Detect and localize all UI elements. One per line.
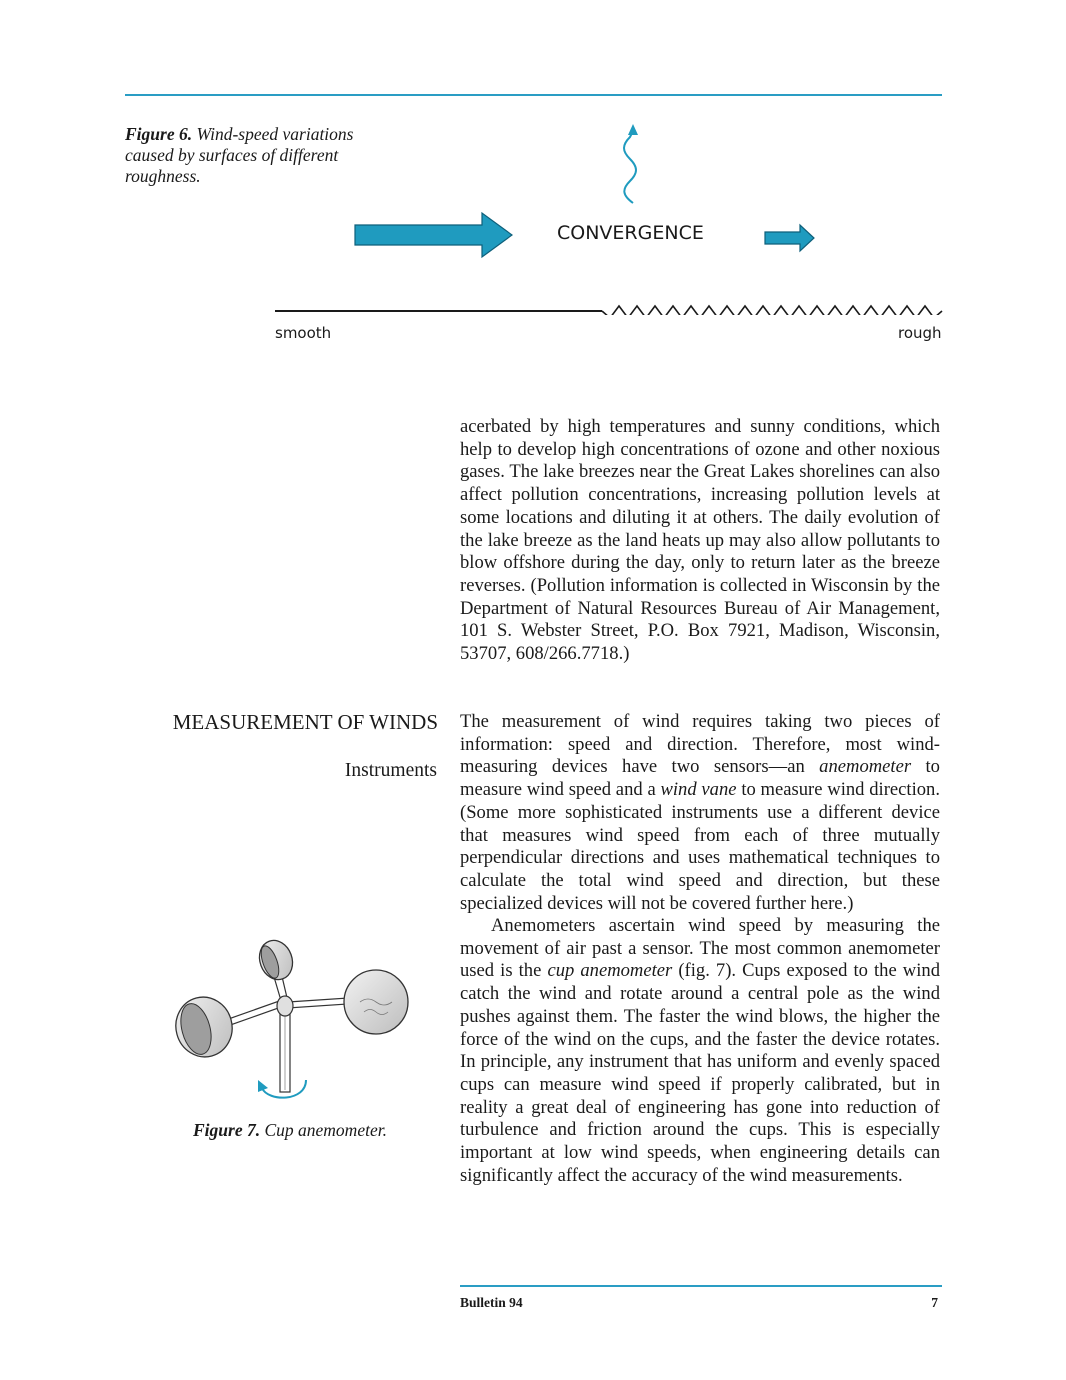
paragraph-anemometers-text-a: Anemometers ascertain wind speed by measuring the movement of air past a sensor. The most common anemometer used is the [460,915,940,982]
footer-page-number: 7 [931,1295,938,1310]
rough-surface-line [602,306,942,315]
term-cup-anemometer: cup anemometer [547,960,673,982]
left-cup [169,991,239,1063]
large-wind-arrow [355,213,512,257]
term-anemometer: anemometer [819,756,912,778]
paragraph-anemometers-text-b: (fig. 7). Cups exposed to the wind catch the wind and rotate around a central pole as the wind pushes against them. The faster the wind blows, the higher the force of the wind on the cups, and the faster the device rotates. In principle, any instrument that has uniform and evenly spaced cups can measure wind speed if properly calibrated, but in reality a great deal of engineering has gone into reduction of turbulence and friction around the cups. This is especially important at low wind speeds, when engineering details can significantly affect the accuracy of the wind measurements. [460,960,940,1186]
rough-label: rough [898,324,942,342]
figure-6-diagram [250,115,950,315]
section-subheading: Instruments [344,760,437,781]
convergence-label: CONVERGENCE [557,222,704,244]
right-cup [344,970,408,1034]
top-cup [254,936,298,985]
figure-6-label: Figure 6. [125,124,193,144]
figure-7-label: Figure 7. [193,1120,261,1140]
paragraph-anemometers [460,915,940,1187]
paragraph-measurement-text-c: to measure wind direction. (Some more sophisticated instruments use a different device that measures wind speed from each of three mutually perpendicular directions and uses mathematical techniques to calculate the total wind speed and direction, but these specialized devices will not be covered further here.) [460,779,940,914]
section-heading: MEASUREMENT OF WINDS [172,710,438,734]
top-rule [125,94,942,96]
paragraph-measurement-text-b: to measure wind speed and a [460,756,940,801]
figure-7-caption-text: Cup anemometer. [264,1120,387,1140]
rising-air-arrow [624,124,638,203]
figure-6-caption-text: Wind-speed variations caused by surfaces of different roughness. [125,124,354,186]
figure-7-caption [193,1120,387,1141]
term-wind-vane: wind vane [660,779,737,801]
footer-publication: Bulletin 94 [460,1295,523,1310]
smooth-label: smooth [275,324,332,342]
small-wind-arrow [765,225,814,251]
bottom-rule [460,1285,942,1287]
paragraph-pollution: acerbated by high temperatures and sunny conditions, which help to develop high concentrations of ozone and other noxious gases. The lake breezes near the Great Lakes shorelines can also affect pollution concentrations, increasing pollution levels at some locations and diluting it at others. The daily evolution of the lake breeze as the land heats up may also allow pollutants to blow offshore during the day, only to return later as the breeze reverses. (Pollution information is collected in Wisconsin by the Department of Natural Resources Bureau of Air Management, 101 S. Webster Street, P.O. Box 7921, Madison, Wisconsin, 53707, 608/266.7718.) [460,416,940,665]
paragraph-measurement-text-a: The measurement of wind requires taking two pieces of information: speed and direction. Therefore, most wind-measuring devices have two sensors—an [460,711,940,778]
cup-anemometer-illustration [160,930,420,1110]
anemometer-pole [280,1010,290,1092]
anemometer-hub [277,996,293,1016]
paragraph-measurement [460,711,940,915]
